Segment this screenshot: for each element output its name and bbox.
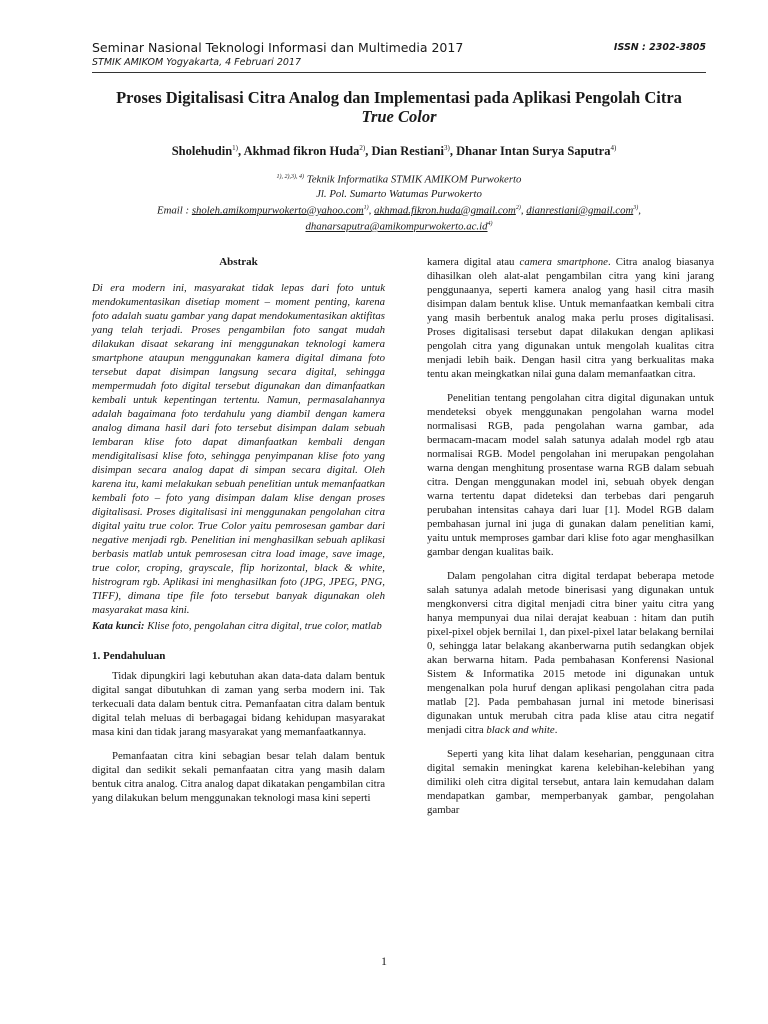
- abstract-heading: Abstrak: [219, 256, 258, 268]
- right-column: [427, 255, 714, 827]
- text-run: . Citra analog biasanya dihasilkan oleh alat-alat pengambilan citra yang kini jarang penggunaanya, seperti kamera analog yang hasil citra masih disimpan dalam bentuk klise. Untuk memanfaatkan kembali citra yang masih berbentuk analog maka perlu proses digitalisasi. Proses digitalisasi tersebut dapat dilakukan dengan aplikasi pengolah citra yang digunakan untuk mengolah kualitas citra menjadi lebih baik. Dengan hasil citra yang berkualitas maka tentu akan meingkatkan nilai guna dalam memanfaatkan citra.: [427, 256, 714, 380]
- section-heading: 1. Pendahuluan: [92, 650, 166, 662]
- affiliation-block: $^{1), 2),3), 4)}$ Teknik Informatika STMIK AMIKOM Purwokerto Jl. Pol. Sumarto Watumas Purwokerto Email : sholeh.amikompurwokerto@yahoo.com$^{1)}$, akhmad.fikron.huda@gmail.com$^{2)}$, dianrestiani@gmail.com$^{3)}$, $dhanarsaputra@amikompurwokerto.ac.id^{4)}$: [92, 170, 706, 234]
- paragraph: [427, 255, 714, 381]
- email-sup: 3): [633, 204, 639, 211]
- issn-label: ISSN : 2302-3805: [613, 42, 706, 53]
- email-sup: 1): [363, 204, 369, 211]
- affiliation-institution: Teknik Informatika STMIK AMIKOM Purwokerto: [306, 173, 522, 186]
- author-list: Sholehudin$^{1)}$, Akhmad fikron Huda$^{2)}$, Dian Restiani$^{3)}$, Dhanar Intan Surya Saputra$^{4)}$: [171, 144, 617, 159]
- email-sup: 2): [515, 204, 521, 211]
- text-run-italic: black and white: [486, 724, 555, 736]
- left-column: [92, 255, 385, 815]
- text-run: .: [554, 724, 558, 736]
- email-label: Email :: [157, 204, 192, 217]
- author-name: Dhanar Intan Surya Saputra: [456, 144, 611, 159]
- paragraph: Penelitian tentang pengolahan citra digital digunakan untuk mendeteksi obyek menggunakan pengolahan warna model normalisasi RGB, pada pengolahan warna gambar, ada bermacam-macam model salah satunya adalah model rgb atau normalisai RGB. Model pengolahan ini merupakan pengolahan warna dengan menghitung prosentase warna RGB dalam sebuah citra. Dengan menggunakan model ini, sebuah obyek dengan warna tertentu dapat dideteksi dan terbebas dari pengaruh perubahan intensitas cahaya dari luar [1]. Model RGB dalam pembahasan jurnal ini juga di gunakan dalam penelitian kami, yaitu untuk memproses gambar dari klise foto agar menghasilkan gambar dengan kualitas baik.: [427, 392, 714, 558]
- author-name: Akhmad fikron Huda: [243, 144, 360, 159]
- email-link[interactable]: dianrestiani@gmail.com: [526, 204, 634, 217]
- text-run: kamera digital atau: [427, 256, 520, 268]
- affiliation-sup: 1), 2),3), 4): [276, 174, 305, 180]
- page-number: 1: [381, 954, 387, 968]
- author-name: Dian Restiani: [371, 144, 445, 159]
- author-sup: 3): [444, 144, 450, 152]
- text-run-italic: camera smartphone: [519, 256, 608, 268]
- title-sub: True Color: [361, 107, 437, 126]
- paper-title: [70, 88, 728, 126]
- author-sup: 4): [610, 144, 617, 152]
- header-rule: [92, 72, 706, 73]
- title-main: Proses Digitalisasi Citra Analog dan Implementasi pada Aplikasi Pengolah Citra: [116, 88, 682, 107]
- text-run: Dalam pengolahan citra digital terdapat beberapa metode salah satunya adalah metode binerisasi yang digunakan untuk mengkonversi citra digital menjadi citra biner yaitu citra yang hanya mempunyai dua nilai derajat keabuan : hitam dan putih pixel-pixel objek bernilai 1, dan pixel-pixel latar belakang bernilai 0, sehingga latar belakang akanberwarna putih sedangkan objek akan berwarna hitam. Pada pembahasan Konferensi Nasional Sistem & Informatika 2015 metode ini digunakan untuk mengenalkan pola huruf dengan aplikasi pengolahan citra pada matlab [2]. Pada pembahasan jurnal ini metode binerisasi digunakan untuk merubah citra pada klise atau citra negatif menjadi citra: [427, 570, 714, 736]
- affiliation-address: Jl. Pol. Sumarto Watumas Purwokerto: [316, 187, 482, 200]
- email-sup: 4): [487, 221, 493, 228]
- paragraph: Tidak dipungkiri lagi kebutuhan akan data-data dalam bentuk digital sangat dibutuhkan di zaman yang serba modern ini. Tak terkecuali data dalam bentuk citra. Pemanfaatan citra dalam bentuk digital telah meluas di berbagagai bidang kehidupan masyarakat masa kini dan tidak jarang masyarakat yang memanfaatkannya.: [92, 670, 385, 738]
- author-sup: 1): [232, 144, 238, 152]
- keywords: [92, 619, 385, 633]
- email-link[interactable]: dhanarsaputra@amikompurwokerto.ac.id: [305, 220, 488, 233]
- email-link[interactable]: sholeh.amikompurwokerto@yahoo.com: [191, 204, 364, 217]
- paragraph: Seperti yang kita lihat dalam keseharian, penggunaan citra digital semakin meningkat karena kelebihan-kelebihan yang dimiliki oleh citra digital tersebut, antara lain kemudahan dalam mendapatkan gambar, memperbanyak gambar, pengolahan gambar: [427, 748, 714, 816]
- author-sup: 2): [359, 144, 366, 152]
- conference-name: Seminar Nasional Teknologi Informasi dan Multimedia 2017: [92, 40, 464, 55]
- keywords-label: Kata kunci:: [92, 620, 145, 632]
- conference-location: STMIK AMIKOM Yogyakarta, 4 Februari 2017: [92, 57, 301, 68]
- paragraph: Pemanfaatan citra kini sebagian besar telah dalam bentuk digital dan sedikit sekali pemanfaatan citra yang masih dalam bentuk citra analog. Citra analog dapat dikatakan pengambilan citra yang dilakukan belum menggunakan teknologi masa kini seperti: [92, 750, 385, 804]
- abstract-text: Di era modern ini, masyarakat tidak lepas dari foto untuk mendokumentasikan disetiap moment – moment penting, karena foto adalah suatu gambar yang dapat mendokumentasikan aktifitas yang telah terjadi. Proses pengambilan foto sangat mudah dilakukan disaat sekarang ini menggunakan teknologi kamera smartphone ataupun menggunakan kamera digital dimana foto tersebut dapat disimpan langsung secara digital, sehingga mempermudah foto digital tersebut digunakan dan dimanfaatkan kembali untuk kepentingan tertentu. Namun, permasalahannya adalah bagaimana foto terdahulu yang diambil dengan kamera analog dimana hasil dari foto tersebut disimpan dalam sebuah lembaran klise foto dapat dimanfaatkan kembali dengan mendigitalisasi klise foto, sehingga penyimpanan klise foto yang disimpan secara analog dapat di simpan secara digital. Oleh karena itu, kami melakukan sebuah penelitian untuk memanfaatkan kembali foto – foto yang disimpan dalam klise dengan proses digitalisasi. Proses digitalisasi ini menggunakan pengolahan citra digital yaitu true color. True Color yaitu pemrosesan gambar dari negative menjadi rgb. Penelitian ini menghasilkan sebuah aplikasi berbasis matlab untuk pemrosesan citra load image, save image, true color, croping, grayscale, flip horizontal, black & white, histrogram rgb. Aplikasi ini menghasilkan foto (JPG, JPEG, PNG, TIFF), dimana tipe file foto tersebut banyak digunakan oleh masyarakat masa kini.: [92, 282, 385, 616]
- email-link[interactable]: akhmad.fikron.huda@gmail.com: [374, 204, 516, 217]
- paragraph: [427, 569, 714, 737]
- keywords-text: Klise foto, pengolahan citra digital, true color, matlab: [144, 620, 382, 632]
- author-name: Sholehudin: [171, 144, 233, 159]
- page-header: [92, 40, 706, 68]
